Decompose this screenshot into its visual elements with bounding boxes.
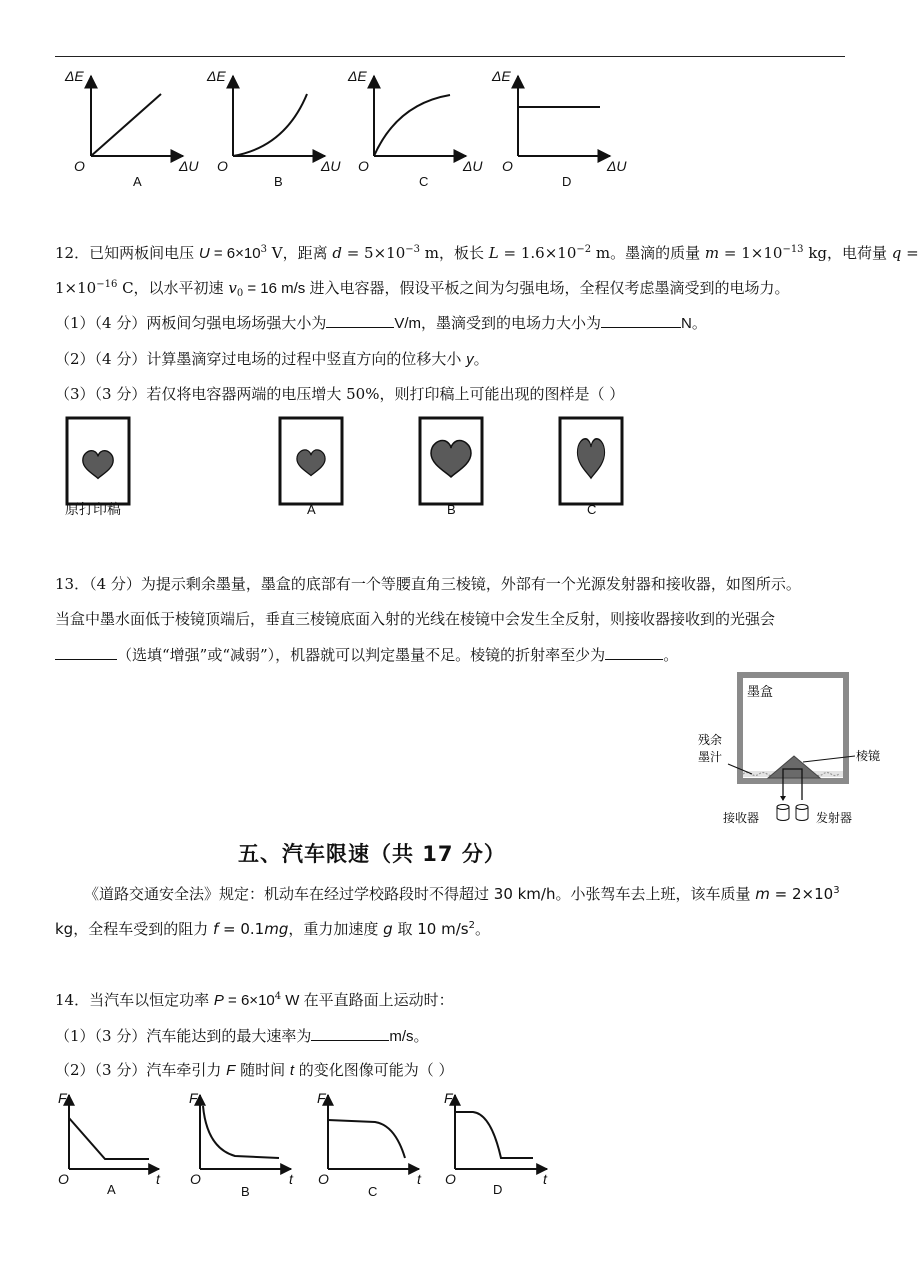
q13-line2: 当盒中墨水面低于棱镜顶端后，垂直三棱镜底面入射的光线在棱镜中会发生全反射，则接收器接收到的光强会 [55, 610, 776, 628]
y-axis-label: ΔE [492, 68, 511, 84]
y-axis-label: F [444, 1090, 453, 1106]
force-curve [455, 1112, 533, 1158]
answer-blank[interactable] [601, 313, 681, 328]
box-label: 墨盒 [747, 685, 774, 700]
y-axis-label: F [317, 1090, 326, 1106]
graph-option-c [347, 68, 483, 189]
x-axis-label: ΔU [463, 158, 483, 174]
answer-blank[interactable] [55, 645, 117, 660]
q12-part3: （3）（3 分）若仅将电容器两端的电压增大 50%，则打印稿上可能出现的图样是（ ） [55, 385, 625, 403]
card-caption: A [307, 502, 316, 517]
x-axis-label: ΔU [179, 158, 199, 174]
q12-part1: （1）（4 分）两板间匀强电场场强大小为 V/m，墨滴受到的电场力大小为 N。 [55, 314, 707, 332]
x-axis-label: t [543, 1171, 547, 1187]
y-axis-label: F [189, 1090, 198, 1106]
force-time-graphs [55, 1090, 565, 1205]
q14-part2: （2）（3 分）汽车牵引力 F 随时间 t 的变化图像可能为（ ） [55, 1061, 454, 1079]
ink-label-1: 残余 [698, 733, 723, 747]
origin-label: O [318, 1171, 329, 1187]
section-title: 五、汽车限速（共 17 分） [238, 842, 506, 866]
force-graph-d [444, 1090, 548, 1197]
origin-label: O [58, 1171, 69, 1187]
option-label: A [107, 1182, 116, 1197]
card-b [420, 418, 482, 517]
card-caption: 原打印稿 [65, 502, 121, 518]
force-curve [328, 1120, 405, 1158]
force-curve [69, 1118, 149, 1159]
option-label: D [493, 1182, 503, 1197]
card-original [65, 418, 129, 518]
q12-part2: （2）（4 分）计算墨滴穿过电场的过程中竖直方向的位移大小 y。 [55, 350, 489, 368]
convex-curve [233, 94, 307, 156]
option-label: A [133, 174, 142, 189]
emitter-label: 发射器 [816, 811, 853, 825]
y-axis-label: ΔE [348, 68, 367, 84]
concave-curve [374, 95, 450, 156]
q14-part1: （1）（3 分）汽车能达到的最大速率为 m/s。 [55, 1027, 429, 1045]
q12-line1: 12．已知两板间电压 $U = 6\times 10^3$ V，距离 $d = 5\times 10^{-3}$ m，板长 $L = 1.6\times 10^{-2}$ m。墨滴的质量 $m = 1\times 10^{-13}$ kg，电荷量 q = [55, 244, 919, 262]
answer-blank[interactable] [311, 1026, 389, 1041]
force-graph-b [189, 1090, 294, 1199]
graph-option-b [206, 68, 341, 189]
origin-label: O [445, 1171, 456, 1187]
x-axis-label: t [417, 1171, 421, 1187]
card-c [560, 418, 622, 517]
section5-intro-line2: kg，全程车受到的阻力 f = 0.1mg，重力加速度 g 取 10 $m/s^2$。 [55, 920, 490, 938]
option-label: D [562, 174, 572, 189]
energy-voltage-graphs [55, 62, 655, 197]
option-label: B [241, 1184, 250, 1199]
card-caption: B [447, 502, 456, 517]
x-axis-label: t [156, 1171, 160, 1187]
emitter-device [796, 805, 808, 821]
option-label: C [368, 1184, 378, 1199]
origin-label: O [74, 158, 85, 174]
graph-option-d [491, 68, 627, 189]
graph-option-a [64, 68, 199, 189]
card-caption: C [587, 502, 597, 517]
option-label: B [274, 174, 283, 189]
origin-label: O [217, 158, 228, 174]
header-rule [55, 56, 845, 57]
card-a [280, 418, 342, 517]
receiver-device [777, 805, 789, 821]
force-graph-c [317, 1090, 422, 1199]
y-axis-label: ΔE [65, 68, 84, 84]
x-axis-label: t [289, 1171, 293, 1187]
x-axis-label: ΔU [607, 158, 627, 174]
q13-line3: （选填“增强”或“减弱”），机器就可以判定墨量不足。棱镜的折射率至少为 。 [55, 645, 678, 665]
x-axis-label: ΔU [321, 158, 341, 174]
y-axis-label: ΔE [207, 68, 226, 84]
ink-label-2: 墨汁 [698, 750, 723, 764]
prism-label: 棱镜 [856, 749, 881, 763]
force-curve [203, 1106, 279, 1158]
answer-blank[interactable] [326, 313, 394, 328]
print-pattern-cards [55, 410, 655, 525]
ink-cartridge-diagram [690, 670, 890, 835]
linear-curve [91, 94, 161, 156]
origin-label: O [502, 158, 513, 174]
receiver-label: 接收器 [723, 811, 760, 825]
y-axis-label: F [58, 1090, 67, 1106]
force-graph-a [58, 1090, 161, 1197]
answer-blank[interactable] [605, 645, 663, 660]
section5-intro-line1: 《道路交通安全法》规定：机动车在经过学校路段时不得超过 30 km/h。小张驾车去上班，该车质量 $m = 2\times 10^3$ [84, 885, 840, 903]
option-label: C [419, 174, 429, 189]
q13-line1: 13．（4 分）为提示剩余墨量，墨盒的底部有一个等腰直角三棱镜，外部有一个光源发射器和接收器，如图所示。 [55, 575, 801, 593]
q14-line1: 14．当汽车以恒定功率 $P = 6\times 10^4$ W 在平直路面上运动时： [55, 991, 454, 1009]
q12-line2: $1\times 10^{-16}$ C，以水平初速 $v_0 = 16$ m/s 进入电容器，假设平板之间为匀强电场，全程仅考虑墨滴受到的电场力。 [55, 279, 790, 299]
origin-label: O [358, 158, 369, 174]
origin-label: O [190, 1171, 201, 1187]
